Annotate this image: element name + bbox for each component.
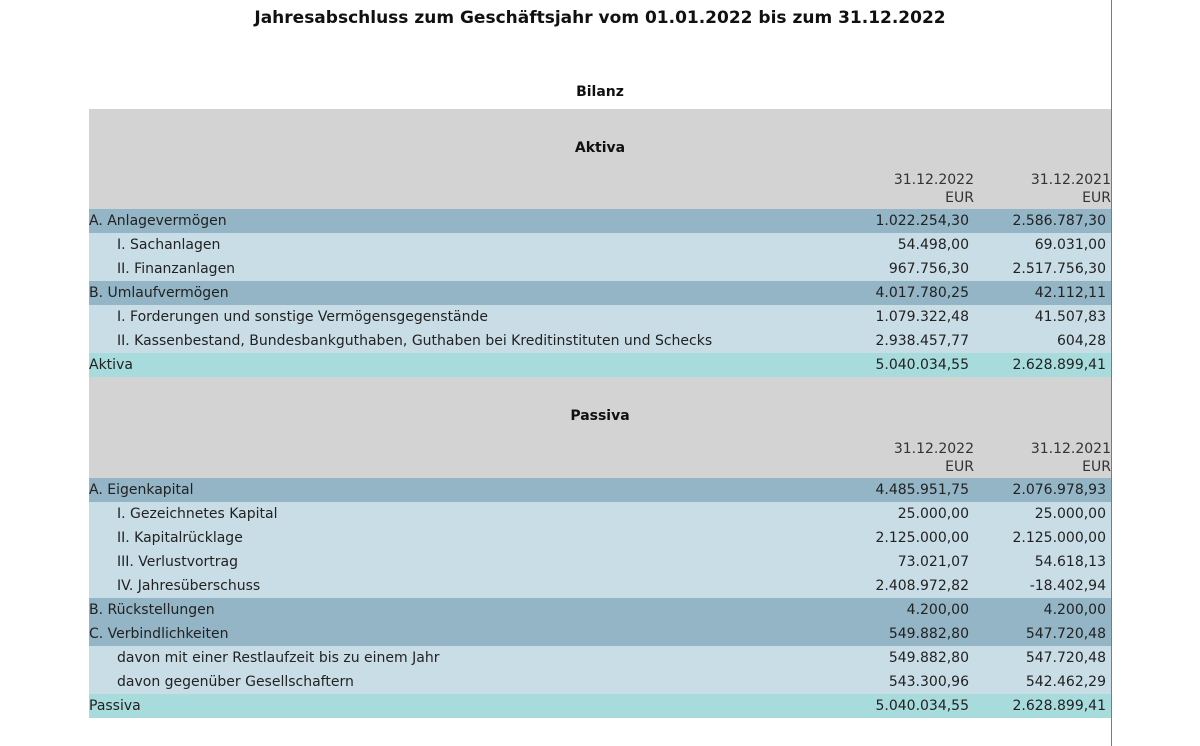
passiva-heading: Passiva (570, 408, 630, 424)
table-row (89, 526, 1111, 550)
row-label: I. Gezeichnetes Kapital (117, 506, 278, 522)
table-row-group (89, 622, 1111, 646)
row-value-2022: 2.408.972,82 (875, 578, 969, 594)
passiva-header (89, 377, 1111, 478)
row-value-2022: 549.882,80 (888, 626, 969, 642)
table-row (89, 574, 1111, 598)
row-value-2022: 73.021,07 (897, 554, 969, 570)
row-label: III. Verlustvortrag (117, 554, 239, 570)
table-row-group (89, 478, 1111, 502)
row-value-2021: 542.462,29 (1025, 674, 1106, 690)
aktiva-header (89, 109, 1111, 209)
balance-sheet-title: Bilanz (576, 84, 624, 100)
aktiva-col2-unit: EUR (1082, 190, 1111, 206)
table-row (89, 550, 1111, 574)
row-value-2021: 2.076.978,93 (1012, 482, 1106, 498)
row-label: davon mit einer Restlaufzeit bis zu einem Jahr (117, 650, 440, 666)
row-value-2021: 2.586.787,30 (1012, 213, 1106, 229)
passiva-col1-header (854, 440, 974, 476)
table-row (89, 646, 1111, 670)
passiva-col1-date: 31.12.2022 (893, 441, 974, 457)
row-label: A. Anlagevermögen (89, 213, 227, 229)
row-value-2021: 2.628.899,41 (1012, 357, 1106, 373)
row-value-2021: 2.517.756,30 (1012, 261, 1106, 277)
table-row-total (89, 353, 1111, 377)
table-row (89, 502, 1111, 526)
row-label: B. Rückstellungen (89, 602, 215, 618)
aktiva-col1-unit: EUR (945, 190, 974, 206)
table-row-group (89, 209, 1111, 233)
row-label: II. Kapitalrücklage (117, 530, 243, 546)
passiva-col2-header (991, 440, 1111, 476)
aktiva-heading: Aktiva (574, 140, 626, 156)
aktiva-col1-date: 31.12.2022 (893, 172, 974, 188)
right-border-line (1111, 0, 1112, 746)
table-row-group (89, 281, 1111, 305)
row-value-2021: 2.125.000,00 (1012, 530, 1106, 546)
aktiva-table (89, 109, 1111, 377)
row-label: II. Kassenbestand, Bundesbankguthaben, Guthaben bei Kreditinstituten und Schecks (117, 333, 713, 349)
row-value-2021: 547.720,48 (1025, 650, 1106, 666)
table-row (89, 257, 1111, 281)
table-row (89, 305, 1111, 329)
row-value-2021: 42.112,11 (1034, 285, 1106, 301)
row-value-2022: 5.040.034,55 (875, 357, 969, 373)
row-value-2022: 54.498,00 (897, 237, 969, 253)
passiva-col2-unit: EUR (1082, 459, 1111, 475)
row-value-2022: 549.882,80 (888, 650, 969, 666)
row-value-2022: 1.022.254,30 (875, 213, 969, 229)
row-value-2022: 1.079.322,48 (875, 309, 969, 325)
row-label: I. Sachanlagen (117, 237, 221, 253)
row-value-2022: 543.300,96 (888, 674, 969, 690)
row-value-2022: 4.200,00 (906, 602, 969, 618)
row-value-2021: 604,28 (1057, 333, 1106, 349)
row-value-2022: 5.040.034,55 (875, 698, 969, 714)
row-value-2022: 2.125.000,00 (875, 530, 969, 546)
aktiva-col2-date: 31.12.2021 (1030, 172, 1111, 188)
row-value-2021: 69.031,00 (1034, 237, 1106, 253)
row-value-2022: 2.938.457,77 (875, 333, 969, 349)
row-label: I. Forderungen und sonstige Vermögensgegenstände (117, 309, 489, 325)
row-label: B. Umlaufvermögen (89, 285, 229, 301)
table-row (89, 233, 1111, 257)
row-label: Aktiva (89, 357, 133, 373)
page-title: Jahresabschluss zum Geschäftsjahr vom 01.01.2022 bis zum 31.12.2022 (254, 8, 946, 28)
passiva-table (89, 377, 1111, 718)
passiva-col2-date: 31.12.2021 (1030, 441, 1111, 457)
row-value-2021: 547.720,48 (1025, 626, 1106, 642)
table-row-total (89, 694, 1111, 718)
row-label: Passiva (89, 698, 141, 714)
row-value-2021: -18.402,94 (1029, 578, 1106, 594)
row-label: A. Eigenkapital (89, 482, 194, 498)
row-value-2021: 25.000,00 (1034, 506, 1106, 522)
row-label: C. Verbindlichkeiten (89, 626, 229, 642)
row-value-2022: 4.485.951,75 (875, 482, 969, 498)
row-value-2021: 54.618,13 (1034, 554, 1106, 570)
passiva-col1-unit: EUR (945, 459, 974, 475)
row-value-2022: 25.000,00 (897, 506, 969, 522)
aktiva-col2-header (991, 171, 1111, 207)
table-row (89, 670, 1111, 694)
table-row (89, 329, 1111, 353)
row-value-2022: 967.756,30 (888, 261, 969, 277)
aktiva-col1-header (854, 171, 974, 207)
row-value-2022: 4.017.780,25 (875, 285, 969, 301)
row-label: davon gegenüber Gesellschaftern (117, 674, 354, 690)
row-value-2021: 41.507,83 (1034, 309, 1106, 325)
row-value-2021: 4.200,00 (1043, 602, 1106, 618)
row-label: II. Finanzanlagen (117, 261, 236, 277)
row-label: IV. Jahresüberschuss (117, 578, 261, 594)
table-row-group (89, 598, 1111, 622)
row-value-2021: 2.628.899,41 (1012, 698, 1106, 714)
